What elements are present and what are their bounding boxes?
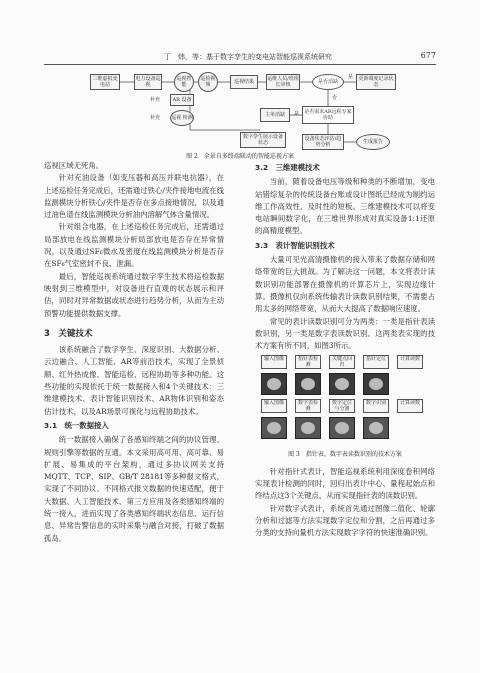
fig3-row1-step4: 指针定位 <box>363 355 389 369</box>
paragraph: 常见的表计读数识别可分为两类：一类是指针表读数识别，另一类是数字表读数识别。这两类表实现的技术方案有所不同，如图3所示。 <box>255 316 435 351</box>
node-eliminate-defect: 是否消缺 <box>312 74 344 90</box>
node-staff-review: 运维人员/班组长审核 <box>267 76 299 88</box>
paragraph: 针对组合电器，在上述巡检任务完成后，还需通过局部放电在线监测模块分析局部放电是否存在异常情况，以及通过SF₆微水及密度在线监测模块分析是否存在SF₆气室密封不良、泄漏。 <box>44 222 224 269</box>
fig3-row1-step2: 指针表检测 <box>295 355 321 369</box>
digital-meter-image <box>261 417 287 439</box>
figure-3-caption: 图 3 指针表、数字表读数识别的技术方案 <box>288 451 402 459</box>
node-smart-inspection: 巡视智能 <box>174 72 194 92</box>
paragraph: 该系统融合了数字孪生、深度识别、大数据分析、云边融合、人工智能、AR等前沿技术，实现了全景侦顺、红外热成像、智能巡检、远程协助等多种功能。这些功能的实现依托于统一数据接入和4个关键技术：三维建模技术、表计智能识别技术、AR物体识别和姿态估计技术，以及AR场景可视化与远程协助技术。 <box>44 345 224 416</box>
node-virtual-substation: 三维虚拟变电站 <box>90 74 120 90</box>
label-supplement-1: 补充 <box>150 97 161 103</box>
page-number: 677 <box>420 51 436 60</box>
subsection-heading: 3.1 统一数据接入 <box>44 420 109 430</box>
fig3-row2-step3: 数字定位与分割 <box>329 399 355 413</box>
left-column <box>44 160 224 545</box>
node-equipment-inspection: 电力设备巡视 <box>135 76 161 88</box>
paragraph: 针对数字式表计，系统首先通过图像二值化、轮廓分析和过滤等方法实现数字定位和分割，之后再通过多分类的支持向量机方法实现数字字符的快速准确识别。 <box>255 503 435 538</box>
label-yes-2: 是 <box>294 111 300 117</box>
figure-2-caption: 图 2 全景自多终端联动的智能巡视方案 <box>186 153 294 160</box>
digital-meter-image <box>329 417 355 439</box>
pointer-meter-image <box>261 373 287 395</box>
node-ar-device: AR 设备 <box>170 94 194 106</box>
node-inspection-video: 巡检视频 <box>198 72 218 92</box>
digital-meter-image <box>295 417 321 439</box>
fig3-row2-step4: 数字识别 <box>363 399 389 413</box>
subsection-heading: 3.2 三维建模技术 <box>255 163 320 172</box>
pointer-meter-image <box>363 373 389 395</box>
pointer-meter-image <box>329 373 355 395</box>
paragraph: 针对指针式表计，智能巡视系统利用深度卷积网络实现表计检测的同时，回归出表计中心、量程起始点和终结点这3个关键点，从而实现指针表的读数识别。 <box>255 466 435 501</box>
node-main-eliminate: 主单消缺 <box>260 108 290 122</box>
running-title: 丁 炜，等：基于数字孪生的变电站智能巡视系统研究 <box>164 53 332 61</box>
pointer-meter-image <box>295 373 321 395</box>
fig3-row2-step5: 计算读数 <box>397 399 423 413</box>
label-supplement-2: 补充 <box>150 115 161 121</box>
figure-2-flowchart <box>90 70 400 150</box>
digital-meter-image <box>363 417 389 439</box>
figure-3-meter-reading <box>261 355 431 447</box>
node-generate-report: 生成报告 <box>356 134 390 150</box>
paragraph: 统一数据接入确保了各感知终端之间的协议管理、规则引擎等数据的互通。本文采用高可用、高可靠、易扩展、易集成的平台架构，通过多协议网关支持MQTT、TCP、SIP、GB/T 28181等多种报文格式，实现了不同协议、不同格式报文数据的快速适配，便于大数据、人工智能技术、第三方应用及各类感知终端的统一接入，进而实现了各类感知终端状态信息、运行信息、异常告警信息的实时采集与融合对接，打破了数据孤岛。 <box>44 435 224 543</box>
node-inspection-detect: 巡视 检测 <box>170 110 194 126</box>
running-header <box>44 50 436 65</box>
label-yes-1: 是 <box>348 74 354 80</box>
node-update-dispatch: 更新调度记录状态 <box>356 74 396 90</box>
node-state-evaluation: 设备状态评估/趋势分析 <box>302 134 344 150</box>
paragraph: 巡视区域无死角。 <box>44 161 104 170</box>
fig3-row1-step5: 计算读数 <box>397 355 423 369</box>
fig3-row2-step1: 输入图像 <box>261 399 287 413</box>
paragraph: 大量可见光高清摄像机的接入带来了数据存储和网络带宽的巨大挑战。为了解决这一问题，本文将表计读数识别功能部署在摄像机的计算芯片上，实现边缘计算。摄像机仅向系统传输表计读数识别结果，不需要占用太多的网络带宽，从而大大提高了数据响应速度。 <box>255 255 435 314</box>
paragraph: 最后，智能巡视系统通过数字孪生技术将巡检数据映射到三维模型中，对设备进行直观的状态展示和评估，同时对异常数据或状态进行趋势分析，从而为主动预警功能提供数据支撑。 <box>44 271 224 318</box>
label-no: 否 <box>332 95 338 101</box>
node-twin-display: 数字孪生展示设备状态 <box>240 132 286 148</box>
fig3-row1-step3: 关键点回归 <box>329 355 355 369</box>
right-column <box>255 160 435 540</box>
paragraph: 针对充油设备（如变压器和高压并联电抗器），在上述巡检任务完成后，还需通过铁心/夹件接地电流在线监测模块分析铁心/夹件是否存在多点接地情况，以及通过油色谱在线监测模块分析油内溶解气体含量情况。 <box>44 173 224 220</box>
section-heading: 3 关键技术 <box>44 328 93 339</box>
fig3-row1-step1: 输入图像 <box>261 355 287 369</box>
node-ar-expert-assist: 是否需求AR远程专家协助 <box>302 106 354 124</box>
node-inspection-result: 巡视结果 <box>230 75 258 89</box>
paragraph: 当前，随着设备电压等级和种类的不断增加，变电站错综复杂的传统设备台账或设计图纸已经成为制约运维工作高效性、及时性的短板。三维建模技术可以将变电站瞬间数字化，在三维世界形成对真实设备1:1还原的高精度模型。 <box>255 177 435 236</box>
fig3-row2-step2: 数字表检测 <box>295 399 321 413</box>
subsection-heading: 3.3 表计智能识别技术 <box>255 240 335 250</box>
